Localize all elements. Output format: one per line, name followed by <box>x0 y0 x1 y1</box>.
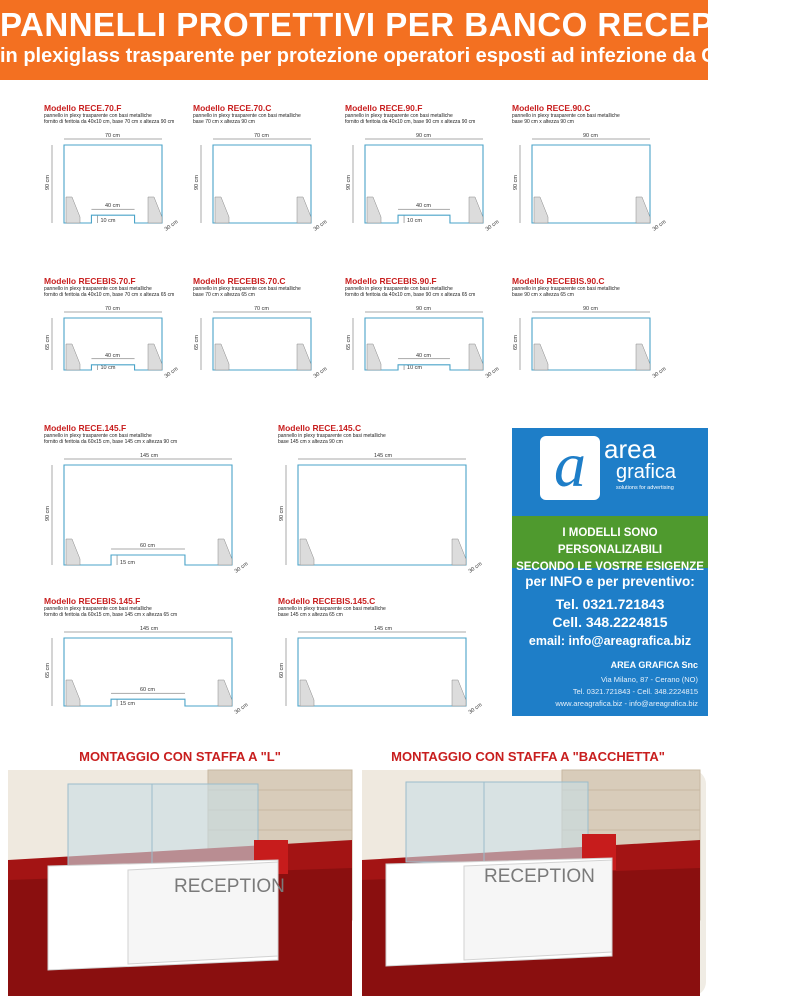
model-card <box>44 596 264 734</box>
customization-line1: I MODELLI SONO PERSONALIZABILI <box>557 527 663 556</box>
dimension-label: 30 cm <box>484 219 501 233</box>
dimension-label: 145 cm <box>374 626 393 632</box>
model-card <box>44 423 264 593</box>
metal-base <box>534 197 548 223</box>
model-desc2: fornito di feritoia da 60x15 cm, base 145 cm x altezza 65 cm <box>44 612 178 618</box>
mounting-caption-bacchetta: MONTAGGIO CON STAFFA A "BACCHETTA" <box>391 749 665 764</box>
company-phones: Tel. 0321.721843 - Cell. 348.2224815 <box>572 687 698 696</box>
metal-base <box>148 197 162 223</box>
model-name: Modello RECEBIS.70.C <box>193 276 286 286</box>
dimension-label: 90 cm <box>346 175 352 190</box>
model-name: Modello RECEBIS.90.C <box>512 276 605 286</box>
panel-outline <box>298 465 466 565</box>
model-card <box>278 596 498 734</box>
metal-base <box>218 680 232 706</box>
model-name: Modello RECE.70.C <box>193 103 272 113</box>
metal-base <box>300 680 314 706</box>
dimension-label: 15 cm <box>120 701 136 707</box>
page-subtitle: in plexiglass trasparente per protezione operatori esposti ad infezione da COVID19 <box>0 45 787 67</box>
dimension-label: 10 cm <box>100 218 116 224</box>
dimension-label: 90 cm <box>45 506 51 521</box>
model-name: Modello RECE.70.F <box>44 103 122 113</box>
header-banner <box>0 0 794 80</box>
reception-illustration-bacchetta <box>362 770 700 996</box>
metal-base <box>469 197 483 223</box>
dimension-label: 15 cm <box>120 560 136 566</box>
model-desc2: fornito di feritoia da 40x10 cm, base 90 cm x altezza 90 cm <box>345 119 476 125</box>
dimension-label: 65 cm <box>45 335 51 350</box>
dimension-label: 70 cm <box>254 306 269 312</box>
dimension-label: 30 cm <box>651 366 668 380</box>
company-web: www.areagrafica.biz - info@areagrafica.biz <box>555 699 698 708</box>
model-desc1: pannello in plexy trasparente con basi metalliche <box>278 433 386 439</box>
customization-banner <box>512 516 708 573</box>
model-card <box>512 276 682 398</box>
metal-base <box>452 539 466 565</box>
panel-outline <box>64 465 232 565</box>
page-title: PANNELLI PROTETTIVI PER BANCO RECEPTION <box>0 6 794 43</box>
model-desc2: fornito di feritoia da 40x10 cm, base 90 cm x altezza 65 cm <box>345 292 476 298</box>
desk-label: RECEPTION <box>484 866 595 887</box>
dimension-label: 145 cm <box>140 626 159 632</box>
panel-drawing <box>278 622 498 730</box>
dimension-label: 10 cm <box>407 218 423 224</box>
metal-base <box>215 197 229 223</box>
model-desc2: base 145 cm x altezza 90 cm <box>278 439 343 445</box>
metal-base <box>66 539 80 565</box>
mounting-caption-l: MONTAGGIO CON STAFFA A "L" <box>79 749 281 764</box>
dimension-label: 70 cm <box>105 133 120 139</box>
brand-logo <box>540 429 600 500</box>
dimension-label: 30 cm <box>312 366 329 380</box>
model-name: Modello RECEBIS.145.F <box>44 596 141 606</box>
panel-drawing <box>345 302 515 394</box>
dimension-label: 30 cm <box>651 219 668 233</box>
model-desc2: fornito di feritoia da 60x15 cm, base 145 cm x altezza 90 cm <box>44 439 178 445</box>
dimension-label: 90 cm <box>416 133 431 139</box>
model-name: Modello RECE.90.F <box>345 103 423 113</box>
model-desc2: base 70 cm x altezza 65 cm <box>193 292 255 298</box>
model-desc2: fornito di feritoia da 40x10 cm, base 70 cm x altezza 90 cm <box>44 119 175 125</box>
metal-base <box>218 539 232 565</box>
brand-name-line1: area <box>604 434 657 464</box>
dimension-label: 90 cm <box>416 306 431 312</box>
model-desc1: pannello in plexy trasparente con basi metalliche <box>193 286 301 292</box>
model-card <box>193 103 343 251</box>
contact-cell: Cell. 348.2224815 <box>552 614 668 630</box>
brand-tagline: solutions for advertising <box>616 485 674 491</box>
model-desc1: pannello in plexy trasparente con basi metalliche <box>278 606 386 612</box>
model-name: Modello RECEBIS.145.C <box>278 596 376 606</box>
dimension-label: 10 cm <box>407 365 423 371</box>
dimension-label: 70 cm <box>105 306 120 312</box>
panel-outline <box>532 318 650 370</box>
model-name: Modello RECE.90.C <box>512 103 591 113</box>
model-desc2: fornito di feritoia da 40x10 cm, base 70 cm x altezza 65 cm <box>44 292 175 298</box>
panel-outline <box>298 638 466 706</box>
panel-outline <box>64 145 162 223</box>
panel-outline <box>532 145 650 223</box>
panel-drawing <box>278 449 498 589</box>
dimension-label: 65 cm <box>45 663 51 678</box>
metal-base <box>469 344 483 370</box>
metal-base <box>215 344 229 370</box>
dimension-label: 145 cm <box>374 453 393 459</box>
model-desc1: pannello in plexy trasparente con basi metalliche <box>512 113 620 119</box>
model-desc1: pannello in plexy trasparente con basi metalliche <box>44 286 152 292</box>
logo-letter: a <box>554 429 586 500</box>
dimension-label: 30 cm <box>312 219 329 233</box>
panel-drawing <box>44 129 194 247</box>
panel-drawing <box>345 129 515 247</box>
company-address: Via Milano, 87 - Cerano (NO) <box>601 675 698 684</box>
panel-drawing <box>44 302 194 394</box>
panel-drawing <box>512 129 682 247</box>
company-name: AREA GRAFICA Snc <box>610 660 698 670</box>
model-desc1: pannello in plexy trasparente con basi metalliche <box>512 286 620 292</box>
model-card <box>44 103 194 251</box>
dimension-label: 145 cm <box>140 453 159 459</box>
dimension-label: 10 cm <box>100 365 116 371</box>
contact-tel: Tel. 0321.721843 <box>555 596 665 612</box>
mounting-photo-l <box>8 770 352 996</box>
dimension-label: 90 cm <box>583 133 598 139</box>
dimension-label: 30 cm <box>484 366 501 380</box>
metal-base <box>367 344 381 370</box>
model-desc1: pannello in plexy trasparente con basi metalliche <box>44 606 152 612</box>
desk-label: RECEPTION <box>174 876 285 897</box>
dimension-label: 65 cm <box>513 335 519 350</box>
metal-base <box>452 680 466 706</box>
dimension-label: 90 cm <box>194 175 200 190</box>
dimension-label: 40 cm <box>105 352 120 359</box>
model-desc1: pannello in plexy trasparente con basi metalliche <box>44 113 152 119</box>
dimension-label: 65 cm <box>194 335 200 350</box>
dimension-label: 60 cm <box>140 543 155 549</box>
dimension-label: 30 cm <box>467 702 484 716</box>
metal-base <box>66 344 80 370</box>
metal-base <box>367 197 381 223</box>
dimension-label: 30 cm <box>467 561 484 575</box>
model-card <box>193 276 343 398</box>
panel-drawing <box>193 302 343 394</box>
model-name: Modello RECEBIS.70.F <box>44 276 136 286</box>
mounting-photo-bacchetta <box>362 770 706 996</box>
metal-base <box>297 344 311 370</box>
panel-drawing <box>44 622 264 730</box>
model-desc2: base 145 cm x altezza 65 cm <box>278 612 343 618</box>
contact-email: email: info@areagrafica.biz <box>528 634 692 648</box>
model-name: Modello RECE.145.C <box>278 423 362 433</box>
metal-base <box>297 197 311 223</box>
panel-drawing <box>512 302 682 394</box>
metal-base <box>66 680 80 706</box>
metal-base <box>300 539 314 565</box>
model-card <box>512 103 682 251</box>
dimension-label: 65 cm <box>346 335 352 350</box>
dimension-label: 90 cm <box>279 506 285 521</box>
dimension-label: 30 cm <box>233 561 250 575</box>
model-card <box>44 276 194 398</box>
model-card <box>345 276 515 398</box>
model-name: Modello RECEBIS.90.F <box>345 276 437 286</box>
dimension-label: 60 cm <box>279 663 285 678</box>
metal-base <box>534 344 548 370</box>
model-desc2: base 90 cm x altezza 65 cm <box>512 292 574 298</box>
info-intro: per INFO e per preventivo: <box>525 574 695 589</box>
dimension-label: 30 cm <box>163 219 180 233</box>
panel-drawing <box>44 449 264 589</box>
reception-illustration-l <box>8 770 352 996</box>
model-desc1: pannello in plexy trasparente con basi metalliche <box>345 113 453 119</box>
model-card <box>345 103 515 251</box>
dimension-label: 40 cm <box>416 203 431 210</box>
model-name: Modello RECE.145.F <box>44 423 127 433</box>
customization-line2: SECONDO LE VOSTRE ESIGENZE <box>516 561 704 573</box>
panel-outline <box>64 638 232 706</box>
dimension-label: 90 cm <box>583 306 598 312</box>
metal-base <box>636 344 650 370</box>
dimension-label: 90 cm <box>45 175 51 190</box>
model-desc2: base 70 cm x altezza 90 cm <box>193 119 255 125</box>
metal-base <box>66 197 80 223</box>
panel-outline <box>213 145 311 223</box>
dimension-label: 40 cm <box>105 203 120 210</box>
dimension-label: 40 cm <box>416 352 431 359</box>
panel-drawing <box>193 129 343 247</box>
dimension-label: 90 cm <box>513 175 519 190</box>
model-desc1: pannello in plexy trasparente con basi metalliche <box>193 113 301 119</box>
metal-base <box>148 344 162 370</box>
brand-name-line2: grafica <box>616 461 677 483</box>
metal-base <box>636 197 650 223</box>
panel-outline <box>365 145 483 223</box>
model-desc1: pannello in plexy trasparente con basi metalliche <box>345 286 453 292</box>
dimension-label: 60 cm <box>140 687 155 694</box>
model-card <box>278 423 498 593</box>
model-desc2: base 90 cm x altezza 90 cm <box>512 119 574 125</box>
dimension-label: 30 cm <box>163 366 180 380</box>
dimension-label: 30 cm <box>233 702 250 716</box>
dimension-label: 70 cm <box>254 133 269 139</box>
panel-outline <box>365 318 483 370</box>
model-desc1: pannello in plexy trasparente con basi metalliche <box>44 433 152 439</box>
